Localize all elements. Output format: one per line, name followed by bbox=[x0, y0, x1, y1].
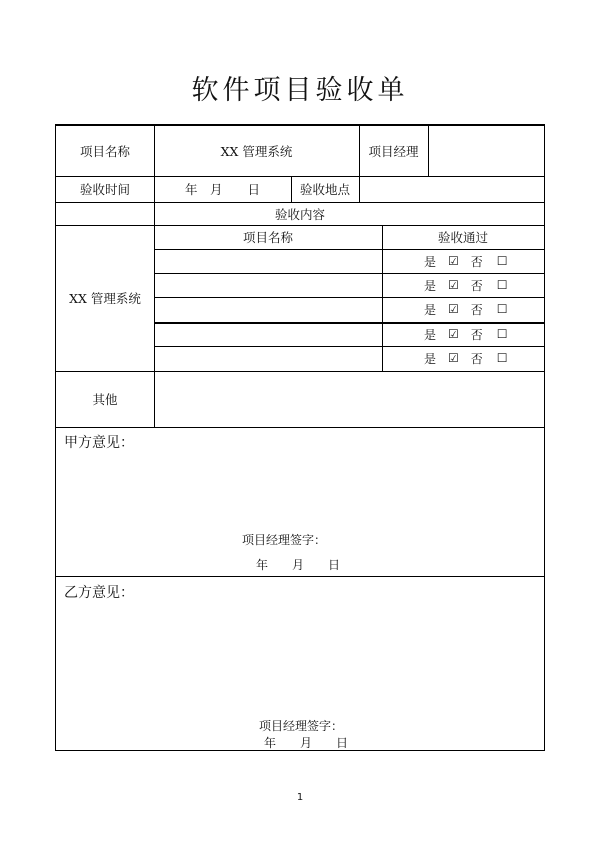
item-name-header: 项目名称 bbox=[242, 230, 293, 245]
party-b-signature-label: 项目经理签字： bbox=[259, 719, 344, 733]
other-label: 其他 bbox=[92, 392, 118, 407]
yes-label: 是 bbox=[424, 278, 437, 293]
yes-label: 是 bbox=[424, 351, 437, 366]
page-title: 软件项目验收单 bbox=[191, 75, 409, 106]
item-name-cell[interactable] bbox=[154, 273, 382, 297]
no-label: 否 bbox=[470, 302, 483, 317]
yes-label: 是 bbox=[424, 327, 437, 342]
no-label: 否 bbox=[470, 327, 483, 342]
no-checkbox[interactable]: ☐ bbox=[496, 278, 508, 292]
project-manager-value[interactable] bbox=[428, 126, 544, 176]
pass-option-row bbox=[384, 297, 544, 321]
acceptance-place-label: 验收地点 bbox=[299, 182, 350, 197]
yes-label: 是 bbox=[424, 254, 437, 269]
yes-checkbox[interactable]: ☑ bbox=[448, 351, 459, 365]
no-checkbox[interactable]: ☐ bbox=[496, 302, 508, 316]
no-label: 否 bbox=[470, 351, 483, 366]
item-name-cell[interactable] bbox=[154, 346, 382, 371]
system-group-label: XX 管理系统 bbox=[69, 291, 141, 306]
yes-checkbox[interactable]: ☑ bbox=[448, 254, 459, 268]
pass-header: 验收通过 bbox=[437, 230, 488, 245]
party-a-opinion-label: 甲方意见： bbox=[64, 435, 134, 451]
no-checkbox[interactable]: ☐ bbox=[496, 254, 508, 268]
project-name-value[interactable]: XX 管理系统 bbox=[220, 144, 293, 159]
other-value[interactable] bbox=[154, 371, 544, 427]
item-name-cell[interactable] bbox=[154, 249, 382, 273]
no-label: 否 bbox=[470, 278, 483, 293]
party-a-signature-label: 项目经理签字： bbox=[242, 533, 327, 547]
party-b-date: 年 月 日 bbox=[264, 736, 349, 750]
acceptance-time-label: 验收时间 bbox=[79, 182, 130, 197]
acceptance-form bbox=[55, 124, 545, 751]
pass-option-row bbox=[384, 273, 544, 297]
acceptance-content-heading: 验收内容 bbox=[274, 206, 325, 222]
yes-label: 是 bbox=[424, 302, 437, 317]
page-number: 1 bbox=[296, 792, 304, 803]
no-checkbox[interactable]: ☐ bbox=[496, 327, 508, 341]
pass-option-row bbox=[384, 249, 544, 273]
project-name-label: 项目名称 bbox=[79, 144, 130, 159]
yes-checkbox[interactable]: ☑ bbox=[448, 278, 459, 292]
yes-checkbox[interactable]: ☑ bbox=[448, 327, 459, 341]
pass-option-row bbox=[384, 322, 544, 346]
no-checkbox[interactable]: ☐ bbox=[496, 351, 508, 365]
project-manager-label: 项目经理 bbox=[368, 144, 419, 159]
no-label: 否 bbox=[470, 254, 483, 269]
pass-option-row bbox=[384, 346, 544, 370]
party-a-date: 年 月 日 bbox=[256, 558, 341, 572]
item-name-cell[interactable] bbox=[154, 322, 382, 346]
item-name-cell[interactable] bbox=[154, 297, 382, 322]
acceptance-time-value[interactable]: 年 月 日 bbox=[184, 182, 260, 197]
acceptance-place-value[interactable] bbox=[359, 176, 544, 202]
yes-checkbox[interactable]: ☑ bbox=[448, 302, 459, 316]
party-b-opinion-label: 乙方意见： bbox=[64, 585, 134, 601]
